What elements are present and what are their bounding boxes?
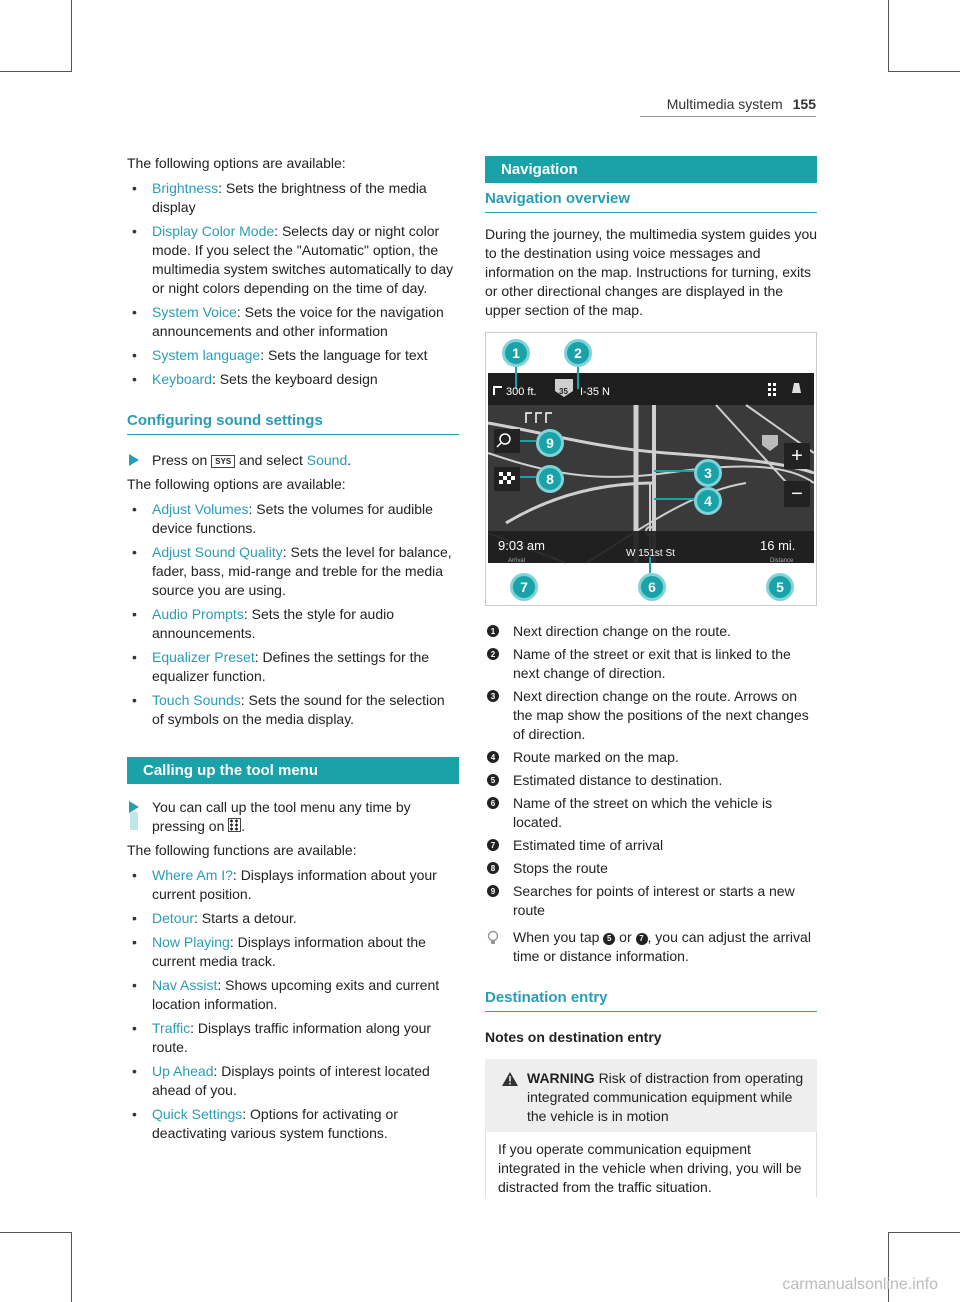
watermark: carmanualsonline.info bbox=[782, 1276, 938, 1293]
list-item: • Quick Settings: Options for activating or deactivating various system functions. bbox=[127, 1105, 459, 1143]
option-term[interactable]: Equalizer Preset bbox=[152, 649, 255, 665]
option-term[interactable]: Where Am I? bbox=[152, 867, 233, 883]
legend-number: 4 bbox=[487, 751, 499, 763]
list-item: • Now Playing: Displays information about the current media track. bbox=[127, 933, 459, 971]
tool-menu-bar: Calling up the tool menu bbox=[127, 757, 459, 784]
legend-number: 2 bbox=[487, 648, 499, 660]
warning-icon bbox=[501, 1071, 519, 1087]
option-term[interactable]: System language bbox=[152, 347, 261, 363]
callout-6: 6 bbox=[638, 573, 666, 601]
running-header bbox=[667, 96, 816, 112]
list-item: • Audio Prompts: Sets the style for audio announcements. bbox=[127, 605, 459, 643]
legend-item: 1 Next direction change on the route. bbox=[485, 622, 817, 641]
step-stripe bbox=[130, 812, 138, 830]
tool-step: You can call up the tool menu any time by pressing on . bbox=[127, 798, 459, 836]
sound-term[interactable]: Sound bbox=[306, 452, 348, 468]
sound-section-title: Configuring sound settings bbox=[127, 411, 459, 435]
legend-number: 3 bbox=[487, 690, 499, 702]
callout-8: 8 bbox=[536, 465, 564, 493]
warning-label: WARNING bbox=[527, 1070, 595, 1086]
warning-box bbox=[485, 1059, 817, 1132]
arrival-time[interactable]: 9:03 am bbox=[498, 538, 545, 553]
map-illustration bbox=[486, 333, 816, 605]
left-column bbox=[127, 154, 459, 1148]
list-item: • Equalizer Preset: Defines the settings for the equalizer function. bbox=[127, 648, 459, 686]
option-term[interactable]: Traffic bbox=[152, 1020, 191, 1036]
option-term[interactable]: Up Ahead bbox=[152, 1063, 214, 1079]
legend-number: 8 bbox=[487, 862, 499, 874]
callout-9: 9 bbox=[536, 429, 564, 457]
legend-number: 1 bbox=[487, 625, 499, 637]
option-term[interactable]: Touch Sounds bbox=[152, 692, 241, 708]
callout-1: 1 bbox=[502, 339, 530, 367]
step-arrow-icon bbox=[129, 454, 139, 466]
option-term[interactable]: Now Playing bbox=[152, 934, 230, 950]
navigation-map-figure bbox=[485, 332, 817, 606]
sound-options-list bbox=[127, 500, 459, 729]
option-term[interactable]: Brightness bbox=[152, 180, 219, 196]
option-term[interactable]: Adjust Sound Quality bbox=[152, 544, 283, 560]
search-button bbox=[494, 429, 520, 453]
note-ref-7: 7 bbox=[636, 933, 648, 945]
legend-item: 8 Stops the route bbox=[485, 859, 817, 878]
warning-body: If you operate communication equipment integrated in the vehicle when driving, you will be distracted from the traffic situation. bbox=[485, 1132, 817, 1197]
list-item: • Adjust Volumes: Sets the volumes for audible device functions. bbox=[127, 500, 459, 538]
sys-key-icon: SYS bbox=[211, 455, 235, 468]
list-item: • Up Ahead: Displays points of interest located ahead of you. bbox=[127, 1062, 459, 1100]
list-item: • Traffic: Displays traffic information along your route. bbox=[127, 1019, 459, 1057]
list-item: • Brightness: Sets the brightness of the media display bbox=[127, 179, 459, 217]
option-term[interactable]: Audio Prompts bbox=[152, 606, 244, 622]
legend-number: 7 bbox=[487, 839, 499, 851]
legend-item: 4 Route marked on the map. bbox=[485, 748, 817, 767]
crop-mark bbox=[71, 0, 72, 72]
list-item: • Where Am I?: Displays information about your current position. bbox=[127, 866, 459, 904]
list-item: • Touch Sounds: Sets the sound for the selection of symbols on the media display. bbox=[127, 691, 459, 729]
list-item: • Detour: Starts a detour. bbox=[127, 909, 459, 928]
legend-number: 5 bbox=[487, 774, 499, 786]
option-term[interactable]: Display Color Mode bbox=[152, 223, 275, 239]
callout-4: 4 bbox=[694, 487, 722, 515]
list-item: • System language: Sets the language for text bbox=[127, 346, 459, 365]
option-term[interactable]: Nav Assist bbox=[152, 977, 218, 993]
map-top-bar bbox=[488, 373, 814, 405]
header-section: Multimedia system bbox=[666, 96, 783, 112]
legend-item: 3 Next direction change on the route. Arrows on the map show the positions of the next changes of direction. bbox=[485, 687, 817, 744]
map-legend-list bbox=[485, 622, 817, 920]
warning-header bbox=[497, 1069, 807, 1126]
legend-item: 7 Estimated time of arrival bbox=[485, 836, 817, 855]
current-street: W 151st St bbox=[626, 548, 675, 559]
crop-mark bbox=[71, 1232, 72, 1302]
list-item: • Keyboard: Sets the keyboard design bbox=[127, 370, 459, 389]
legend-item: 6 Name of the street on which the vehicle is located. bbox=[485, 794, 817, 832]
next-distance: 300 ft. bbox=[506, 386, 537, 398]
option-term[interactable]: System Voice bbox=[152, 304, 237, 320]
tool-options-list bbox=[127, 866, 459, 1143]
legend-number: 9 bbox=[487, 885, 499, 897]
overview-text: During the journey, the multimedia system guides you to the destination using voice messages and information on the map. Instructions for turning, exits or other directional changes are displayed in the upper section of the map. bbox=[485, 226, 818, 318]
route-shield-number: 35 bbox=[559, 387, 568, 396]
sound-step: Press on SYS and select Sound. bbox=[127, 451, 459, 470]
display-intro: The following options are available: bbox=[127, 155, 346, 171]
overview-title: Navigation overview bbox=[485, 189, 817, 213]
tip-note: When you tap 5 or 7 , you can adjust the arrival time or distance information. bbox=[485, 928, 817, 966]
list-item: • System Voice: Sets the voice for the navigation announcements and other information bbox=[127, 303, 459, 341]
next-street: I-35 N bbox=[580, 386, 610, 398]
navigation-bar: Navigation bbox=[485, 156, 817, 183]
crop-mark bbox=[888, 71, 960, 72]
legend-item: 9 Searches for points of interest or starts a new route bbox=[485, 882, 817, 920]
distance-value[interactable]: 16 mi. bbox=[760, 538, 796, 553]
display-options-list bbox=[127, 179, 459, 389]
crop-mark bbox=[0, 71, 72, 72]
destination-entry-title: Destination entry bbox=[485, 988, 817, 1012]
right-column bbox=[485, 156, 817, 1197]
option-term[interactable]: Adjust Volumes bbox=[152, 501, 249, 517]
warning-text: Risk of distraction from operating integrated communication equipment while the vehicle is in motion bbox=[527, 1070, 804, 1124]
crop-mark bbox=[0, 1232, 72, 1233]
option-term[interactable]: Keyboard bbox=[152, 371, 212, 387]
list-item: • Display Color Mode: Selects day or night color mode. If you select the "Automatic" option, the multimedia system switches automatically to day or night colors depending on the time of day. bbox=[127, 222, 459, 298]
option-term[interactable]: Detour bbox=[152, 910, 195, 926]
note-ref-5: 5 bbox=[603, 933, 615, 945]
tool-intro: The following functions are available: bbox=[127, 842, 357, 858]
list-item: • Nav Assist: Shows upcoming exits and current location information. bbox=[127, 976, 459, 1014]
list-item: • Adjust Sound Quality: Sets the level for balance, fader, bass, mid-range and treble for the media source you are using. bbox=[127, 543, 459, 600]
tip-lightbulb-icon bbox=[486, 930, 500, 946]
legend-item: 2 Name of the street or exit that is linked to the next change of direction. bbox=[485, 645, 817, 683]
option-term[interactable]: Quick Settings bbox=[152, 1106, 243, 1122]
crop-mark bbox=[888, 1232, 960, 1233]
header-rule bbox=[640, 116, 816, 117]
crop-mark bbox=[888, 0, 889, 72]
legend-item: 5 Estimated distance to destination. bbox=[485, 771, 817, 790]
arrival-label: Arrival bbox=[508, 558, 526, 564]
svg-text:−: − bbox=[791, 483, 803, 505]
distance-label: Distance bbox=[770, 558, 794, 564]
legend-number: 6 bbox=[487, 797, 499, 809]
callout-3: 3 bbox=[694, 459, 722, 487]
notes-destination-title: Notes on destination entry bbox=[485, 1029, 662, 1045]
tool-menu-icon bbox=[228, 818, 241, 832]
sound-intro: The following options are available: bbox=[127, 476, 346, 492]
callout-7: 7 bbox=[510, 573, 538, 601]
callout-2: 2 bbox=[564, 339, 592, 367]
callout-5: 5 bbox=[766, 573, 794, 601]
page-number: 155 bbox=[792, 96, 816, 112]
svg-text:+: + bbox=[791, 445, 803, 467]
